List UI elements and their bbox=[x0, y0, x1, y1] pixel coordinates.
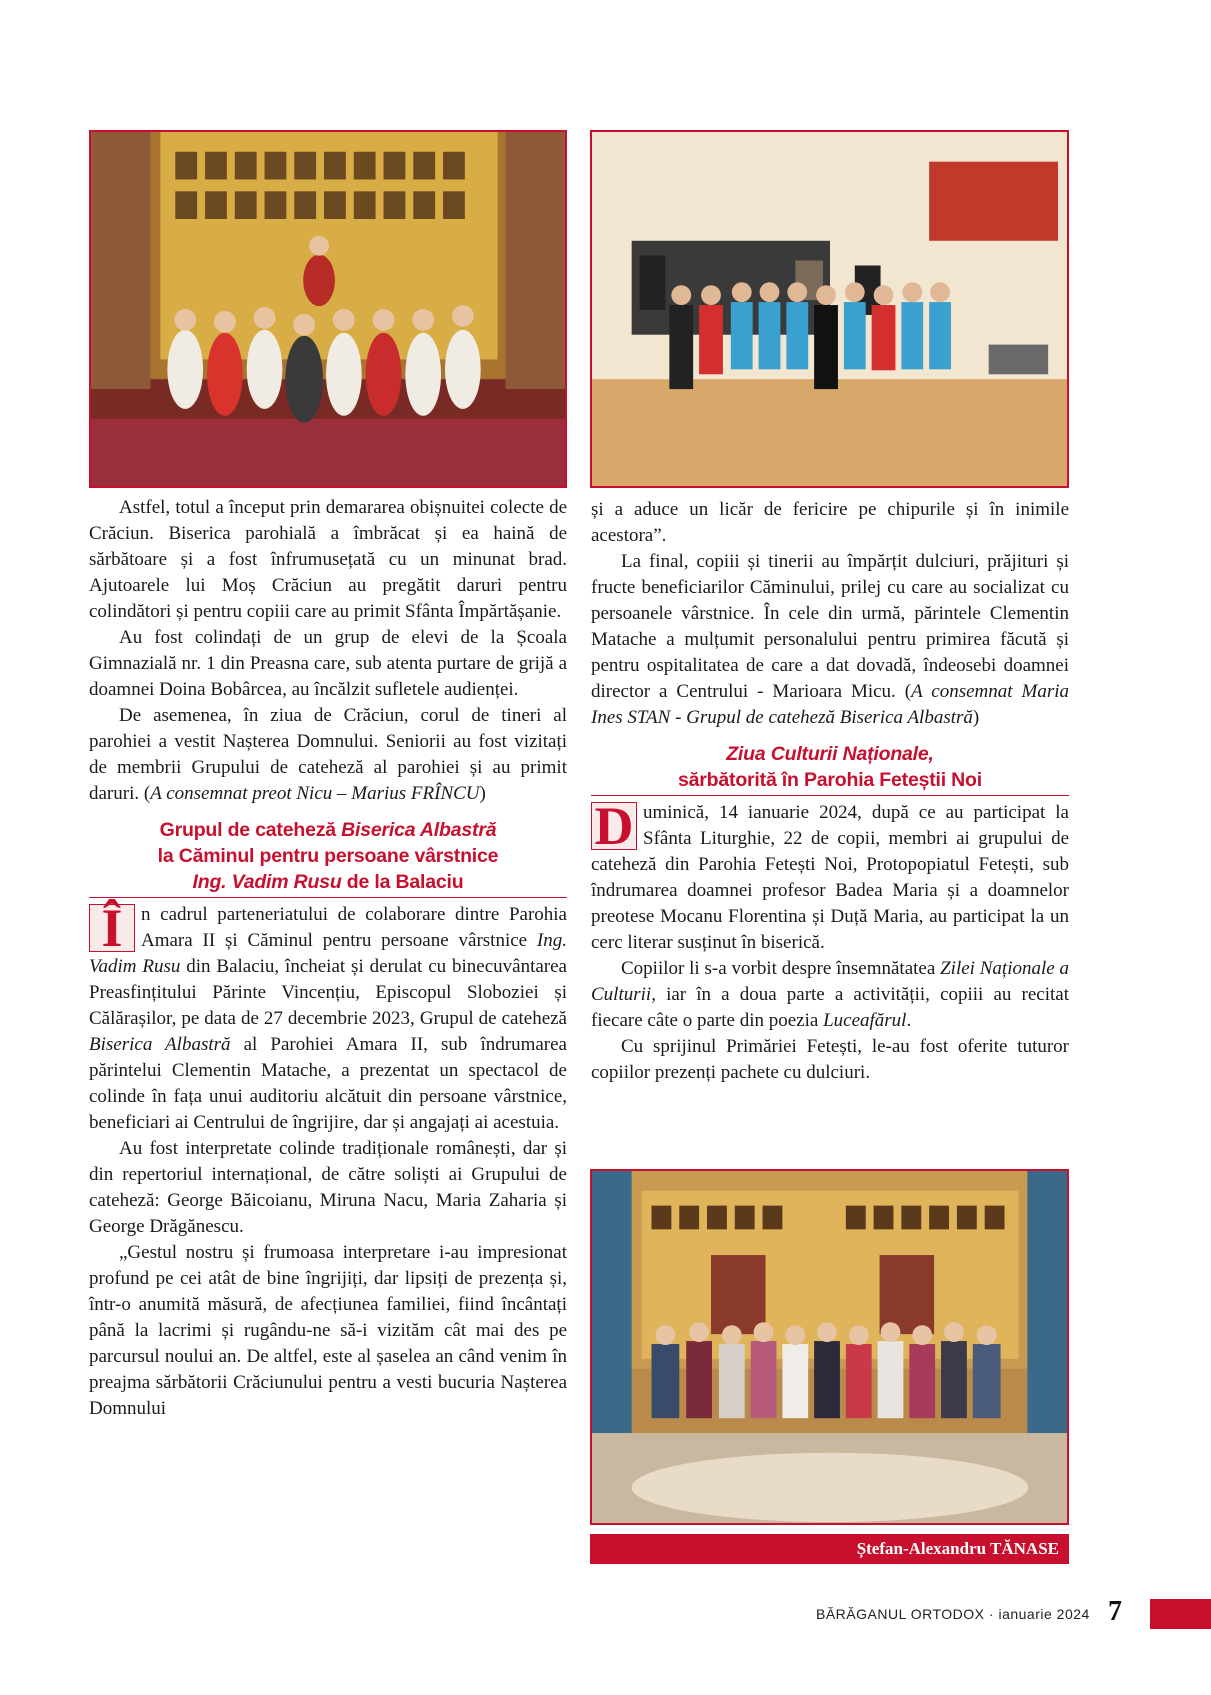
article-column-right bbox=[591, 497, 1069, 1086]
paragraph: și a aduce un licăr de fericire pe chipurile și în inimile acestora”. bbox=[591, 499, 1069, 546]
paragraph: D uminică, 14 ianuarie 2024, după ce au participat la Sfânta Liturghie, 22 de copii, membri ai grupului de cateheză din Parohia Fetești Noi, Protopopiatul Fetești, sub îndrumarea doamnei profesor Badea Maria și a doamnelor preotese Mocanu Florentina și Duță Maria, au participat la un cerc literar susținut în biserică. bbox=[591, 796, 1069, 953]
paragraph: Astfel, totul a început prin demararea obișnuitei colecte de Crăciun. Biserica parohială a îmbrăcat și ea haină de sărbătoare și a fost înfrumusețată cu un minunat brad. Ajutoarele lui Moș Crăciun au pregătit daruri pentru colindători și pentru copiii care au primit Sfânta Împărtășanie. bbox=[89, 497, 567, 622]
footer-publication: BĂRĂGANUL ORTODOX · ianuarie 2024 bbox=[816, 1606, 1090, 1622]
paragraph: „Gestul nostru și frumoasa interpretare i-au impresionat profund pe cei atât de bine îngrijiți, dar lipsiți de prezența și, într-o anumită măsură, de afecțiunea familiei, fiind încântați până la lacrimi și rugându-ne să-i vizităm cât mai des pe parcursul noului an. De altfel, este al șaselea an când venim în preajma sărbătorii Crăciunului pentru a vesti bucuria Nașterea Domnului bbox=[89, 1242, 567, 1419]
paragraph: De asemenea, în ziua de Crăciun, corul de tineri al parohiei a vestit Nașterea Domnului. Seniorii au fost vizitați de membrii Grupului de cateheză al parohiei și au primit daruri. (A consemnat preot Nicu – Marius FRÎNCU) bbox=[89, 705, 567, 804]
drop-cap: Î bbox=[89, 904, 135, 952]
paragraph: Copiilor li s-a vorbit despre însemnătatea Zilei Naționale a Culturii, iar în a doua parte a activității, copiii au recitat fiecare câte o parte din poezia Luceafărul. bbox=[591, 958, 1070, 1031]
article-heading-ziua-culturii: Ziua Culturii Naționale, sărbătorită în Parohia Feteștii Noi bbox=[591, 731, 1069, 796]
article-heading-caminul: Grupul de cateheză Biserica Albastră la Căminul pentru persoane vârstnice Ing. Vadim Rusu de la Balaciu bbox=[89, 807, 567, 898]
paragraph: Î n cadrul parteneriatului de colaborare dintre Parohia Amara II și Căminul pentru persoane vârstnice Ing. Vadim Rusu din Balaciu, încheiat și derulat cu binecuvântarea Preasfințitului Părinte Vincențiu, Episcopul Sloboziei și Călărașilor, pe data de 27 decembrie 2023, Grupul de cateheză Biserica Albastră al Parohiei Amara II, sub îndrumarea părintelui Clementin Matache, a prezentat un spectacol de colinde în fața unui auditoriu alcătuit din persoane vârstnice, beneficiari ai Centrului de îngrijire, dar și angajați ai acestuia. bbox=[89, 898, 567, 1133]
paragraph: Au fost interpretate colinde tradiționale românești, dar și din repertoriul internațional, de către soliști ai Grupului de cateheză: George Băicoianu, Miruna Nacu, Maria Zaharia și George Drăgănescu. bbox=[89, 1138, 567, 1237]
paragraph: La final, copiii și tinerii au împărțit dulciuri, prăjituri și fructe beneficiarilor Căminului, prilej cu care au socializat cu persoanele vârstnice. În cele din urmă, părintele Clementin Matache a mulțumit personalului pentru primirea făcută și pentru ospitalitatea de care a dat dovadă, îndeosebi doamnei director a Centrului - Marioara Micu. (A consemnat Maria Ines STAN - Grupul de cateheză Biserica Albastră) bbox=[591, 551, 1069, 728]
footer-accent-bar bbox=[1150, 1599, 1211, 1629]
paragraph: Cu sprijinul Primăriei Fetești, le-au fost oferite tuturor copiilor prezenți pachete cu dulciuri. bbox=[591, 1036, 1069, 1083]
article-column-left bbox=[89, 495, 567, 1422]
photo-credit: Ștefan-Alexandru TĂNASE bbox=[590, 1534, 1069, 1564]
photo-children-church-fetestii-noi bbox=[590, 1169, 1069, 1525]
photo-children-folk-costumes-church bbox=[89, 130, 567, 488]
paragraph: Au fost colindați de un grup de elevi de la Școala Gimnazială nr. 1 din Preasna care, sub atenta purtare de grijă a doamnei Doina Bobârcea, au încălzit sufletele audienței. bbox=[89, 627, 567, 700]
photo-catechesis-group-elderly-home bbox=[590, 130, 1069, 488]
drop-cap: D bbox=[591, 802, 637, 850]
page-number: 7 bbox=[1108, 1596, 1122, 1627]
